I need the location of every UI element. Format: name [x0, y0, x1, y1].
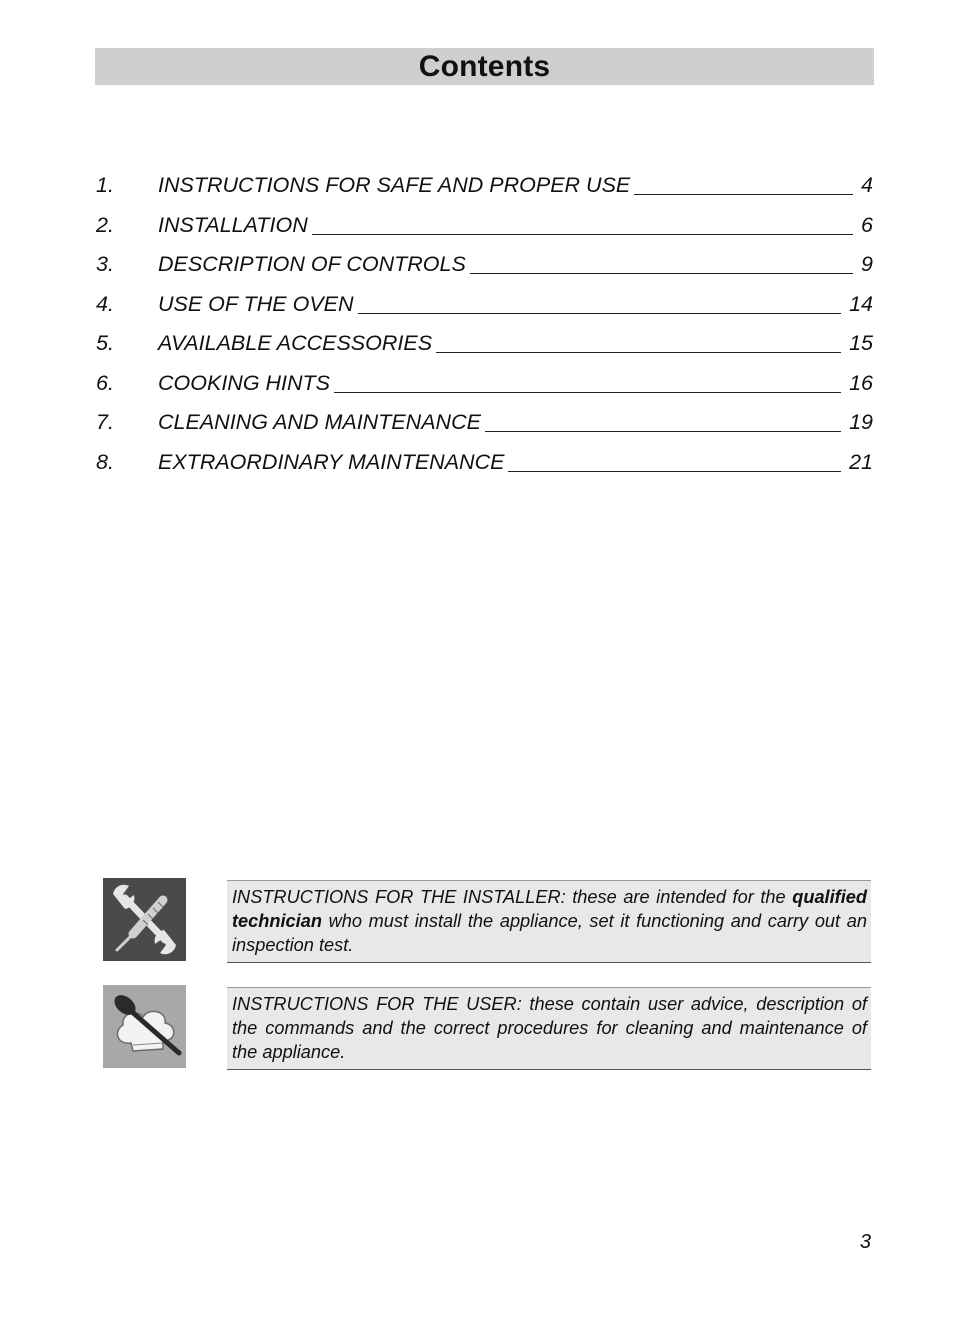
- toc-number: 7.: [96, 410, 114, 435]
- toc-page: 9: [861, 252, 873, 277]
- toc-entry[interactable]: [96, 285, 873, 325]
- toc-leader: [634, 194, 853, 195]
- toc-leader: [470, 273, 853, 274]
- toc-page: 21: [849, 449, 873, 474]
- toc-page: 16: [849, 370, 873, 395]
- toc-leader: [334, 392, 841, 393]
- toc-number: 4.: [96, 291, 114, 316]
- toc-entry[interactable]: [96, 364, 873, 404]
- user-instructions: INSTRUCTIONS FOR THE USER: these contain user advice, description of the commands and the correct procedures for cleaning and maintenance of the appliance.: [227, 987, 871, 1070]
- page-title: Contents: [95, 48, 874, 85]
- toc-number: 2.: [96, 212, 114, 237]
- toc-leader: [436, 352, 841, 353]
- table-of-contents: [96, 166, 873, 482]
- toc-number: 3.: [96, 252, 114, 277]
- toc-title: INSTRUCTIONS FOR SAFE AND PROPER USE: [158, 173, 631, 198]
- toc-title: AVAILABLE ACCESSORIES: [158, 331, 433, 356]
- toc-title: DESCRIPTION OF CONTROLS: [158, 252, 466, 277]
- toc-entry[interactable]: [96, 324, 873, 364]
- installer-instructions: [227, 880, 871, 963]
- toc-leader: [358, 313, 842, 314]
- spoon-chef-hat-icon: [103, 985, 186, 1068]
- toc-number: 1.: [96, 173, 114, 198]
- toc-title: EXTRAORDINARY MAINTENANCE: [158, 449, 505, 474]
- tools-icon: [103, 878, 186, 961]
- toc-leader: [312, 234, 853, 235]
- toc-entry[interactable]: [96, 443, 873, 483]
- toc-page: 14: [849, 291, 873, 316]
- toc-number: 5.: [96, 331, 114, 356]
- toc-entry[interactable]: [96, 245, 873, 285]
- toc-number: 6.: [96, 370, 114, 395]
- toc-page: 19: [849, 410, 873, 435]
- toc-leader: [485, 431, 841, 432]
- installer-text-start: INSTRUCTIONS FOR THE INSTALLER: these are intended for the: [232, 887, 793, 907]
- toc-entry[interactable]: [96, 403, 873, 443]
- toc-title: INSTALLATION: [158, 212, 308, 237]
- toc-title: CLEANING AND MAINTENANCE: [158, 410, 481, 435]
- toc-title: COOKING HINTS: [158, 370, 331, 395]
- page-number: 3: [859, 1231, 871, 1253]
- toc-entry[interactable]: [96, 206, 873, 246]
- toc-number: 8.: [96, 449, 114, 474]
- toc-page: 6: [861, 212, 873, 237]
- toc-page: 15: [849, 331, 873, 356]
- toc-page: 4: [861, 173, 873, 198]
- toc-title: USE OF THE OVEN: [158, 291, 354, 316]
- toc-entry[interactable]: [96, 166, 873, 206]
- installer-text-end: who must install the appliance, set it functioning and carry out an inspection test.: [232, 911, 867, 955]
- qualified-technician-emphasis: qualified technician: [232, 887, 867, 931]
- toc-leader: [508, 471, 841, 472]
